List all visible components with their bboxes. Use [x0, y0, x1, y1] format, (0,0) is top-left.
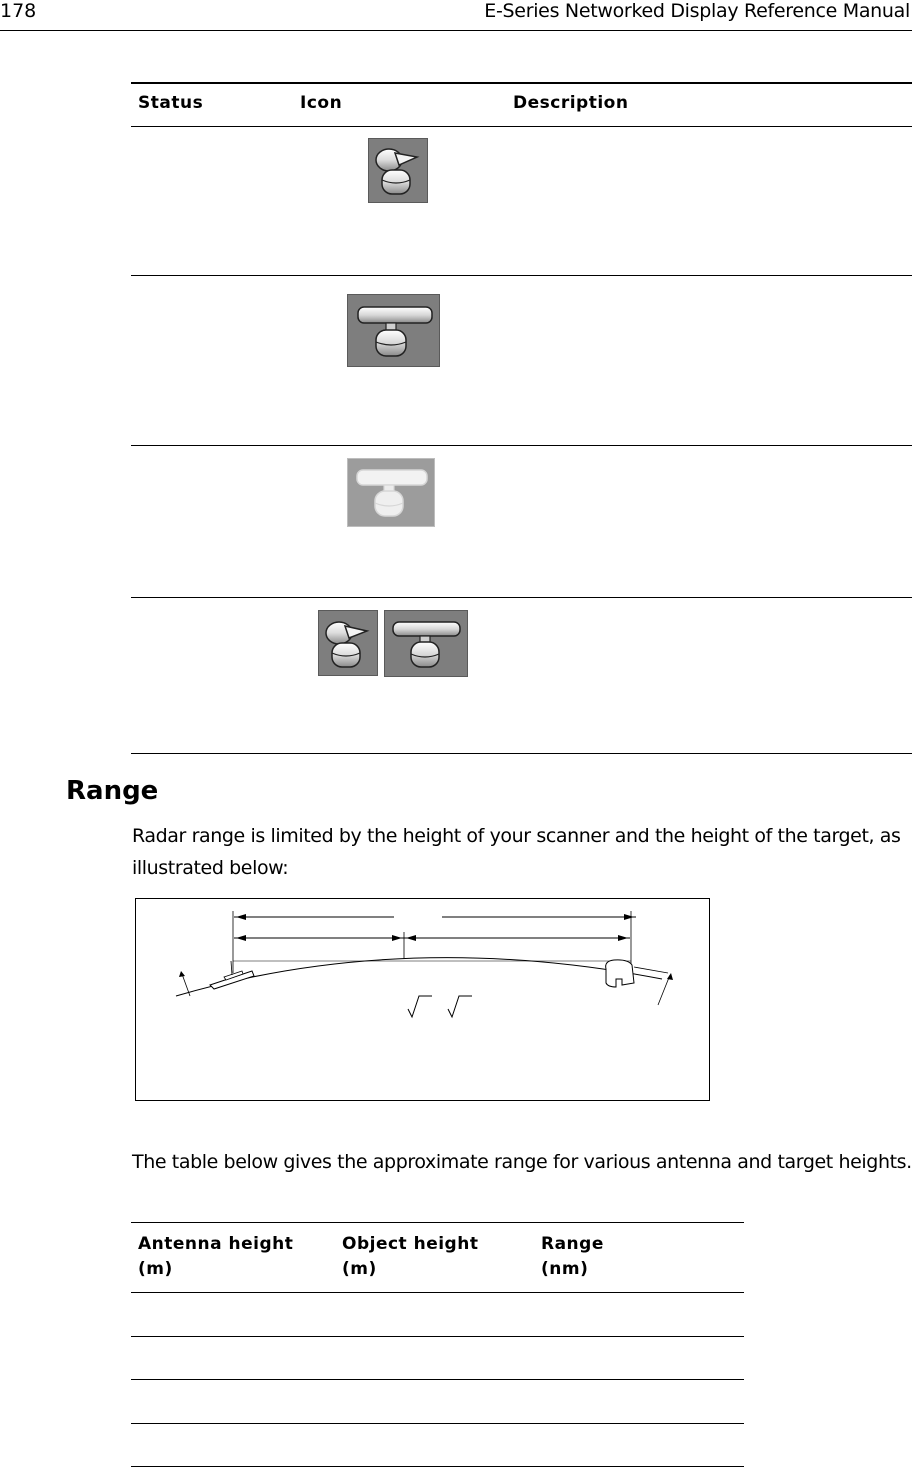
- table-top-rule: [131, 82, 912, 84]
- radome-scanner-icon: [318, 610, 378, 676]
- row-rule-3: [131, 597, 912, 598]
- range-table-row-rule: [131, 1336, 744, 1337]
- manual-title: E-Series Networked Display Reference Manual: [484, 0, 910, 22]
- boat-icon: [210, 961, 254, 989]
- open-array-scanner-faded-icon: [347, 458, 435, 527]
- section-title-range: Range: [66, 776, 159, 806]
- page-header: [0, 0, 912, 31]
- column-header-range: Range (nm): [541, 1234, 604, 1279]
- radar-range-diagram: [135, 898, 710, 1101]
- column-header-object-height: Object height (m): [342, 1234, 479, 1279]
- row-rule-1: [131, 275, 912, 276]
- range-table-row-rule: [131, 1379, 744, 1380]
- range-table-intro-paragraph: The table below gives the approximate range for various antenna and target heights.: [132, 1151, 912, 1173]
- range-intro-paragraph: Radar range is limited by the height of your scanner and the height of the target, as illustrated below:: [132, 825, 901, 879]
- range-table-top-rule: [131, 1222, 744, 1223]
- header-rule: [131, 126, 912, 127]
- range-table-header-rule: [131, 1292, 744, 1293]
- table-bottom-rule: [131, 753, 912, 754]
- radome-scanner-icon: [368, 138, 428, 203]
- column-header-status: Status: [138, 93, 204, 113]
- row-rule-2: [131, 445, 912, 446]
- column-header-icon: Icon: [300, 93, 343, 113]
- column-header-description: Description: [513, 93, 629, 113]
- column-header-antenna-height: Antenna height (m): [138, 1234, 294, 1279]
- range-table-row-rule: [131, 1423, 744, 1424]
- open-array-scanner-icon: [384, 610, 468, 677]
- page-number: 178: [0, 0, 37, 22]
- open-array-scanner-icon: [347, 294, 440, 367]
- target-icon: [606, 960, 668, 987]
